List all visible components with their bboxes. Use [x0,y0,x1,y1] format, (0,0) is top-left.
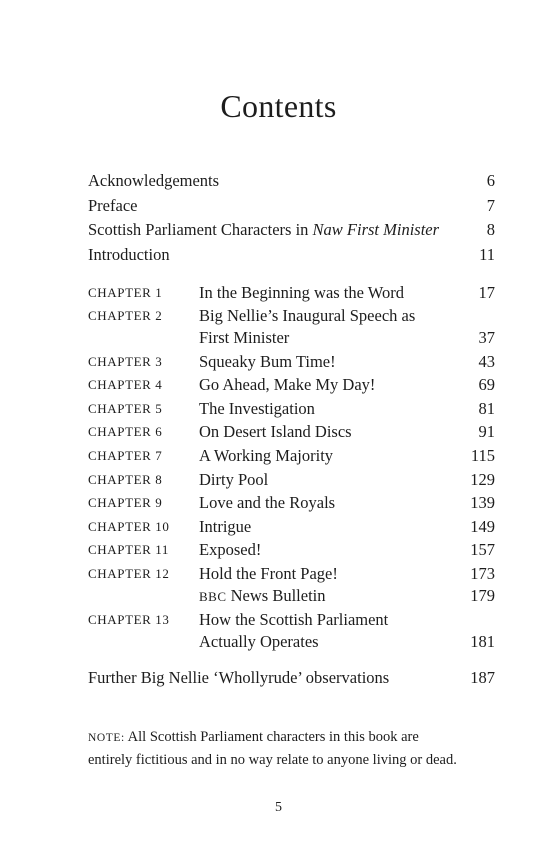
chapter-title: Hold the Front Page! [199,564,338,583]
chapter-label: CHAPTER 8 [88,472,163,487]
chapter-label: CHAPTER 3 [88,354,163,369]
chapter-label: CHAPTER 13 [88,612,170,627]
chapter-label: CHAPTER 6 [88,424,163,439]
chapter-label: CHAPTER 7 [88,448,163,463]
chapter-title: Intrigue [199,517,252,536]
chapter-page: 69 [478,375,495,394]
chapter-page: 91 [478,422,495,441]
chapter-page: 129 [470,470,495,489]
toc-chapter-13[interactable] [88,609,495,653]
chapter-page: 181 [470,632,495,651]
toc-chapter-2[interactable] [88,305,495,349]
chapter-label: CHAPTER 1 [88,285,163,300]
toc-entry-title: Scottish Parliament Characters in Naw First Minister [88,220,440,239]
chapter-page: 149 [470,517,495,536]
note-text-line2: entirely fictitious and in no way relate to anyone living or dead. [88,752,457,768]
page-title: Contents [220,88,337,124]
toc-entry-page: 7 [486,196,495,215]
chapter-title: BBC News Bulletin [199,586,326,605]
chapter-label: CHAPTER 11 [88,542,169,557]
chapter-title: On Desert Island Discs [199,422,352,441]
chapter-title: In the Beginning was the Word [199,283,405,302]
toc-entry-page: 11 [479,245,495,264]
toc-entry-title: Acknowledgements [88,171,220,190]
chapter-label: CHAPTER 12 [88,566,170,581]
chapter-title: Love and the Royals [199,493,336,512]
chapter-label: CHAPTER 9 [88,495,163,510]
chapter-page: 81 [478,399,495,418]
chapter-page: 115 [470,446,495,465]
toc-entry-title: Introduction [88,245,170,264]
toc-entry-page: 8 [486,220,495,239]
chapter-page: 157 [470,540,495,559]
chapter-label: CHAPTER 2 [88,308,163,323]
chapter-title: A Working Majority [199,446,334,465]
chapter-title: Big Nellie’s Inaugural Speech as First Minister [199,306,416,347]
chapter-title: Dirty Pool [199,470,269,489]
chapter-page: 139 [470,493,495,512]
chapter-label: CHAPTER 10 [88,519,170,534]
chapter-title: Squeaky Bum Time! [199,352,336,371]
chapter-label: CHAPTER 5 [88,401,163,416]
chapter-page: 37 [478,328,495,347]
toc-entry-title: Further Big Nellie ‘Whollyrude’ observations [88,668,390,687]
toc-entry-page: 6 [486,171,495,190]
chapter-page: 17 [478,283,495,302]
chapter-page: 43 [478,352,495,371]
book-title: Naw First Minister [312,220,440,239]
chapter-title: Exposed! [199,540,262,559]
chapter-title: The Investigation [199,399,315,418]
chapter-page: 179 [470,586,495,605]
toc-entry-title: Preface [88,196,138,215]
page-number: 5 [275,800,282,815]
toc-entry-page: 187 [470,668,495,687]
note-label: NOTE: [88,732,125,744]
chapter-page: 173 [470,564,495,583]
disclaimer-note [88,726,508,771]
chapter-label: CHAPTER 4 [88,377,163,392]
chapter-title: How the Scottish Parliament Actually Operates [199,610,389,651]
chapter-title: Go Ahead, Make My Day! [199,375,376,394]
note-text-line1: All Scottish Parliament characters in this book are [124,729,419,745]
